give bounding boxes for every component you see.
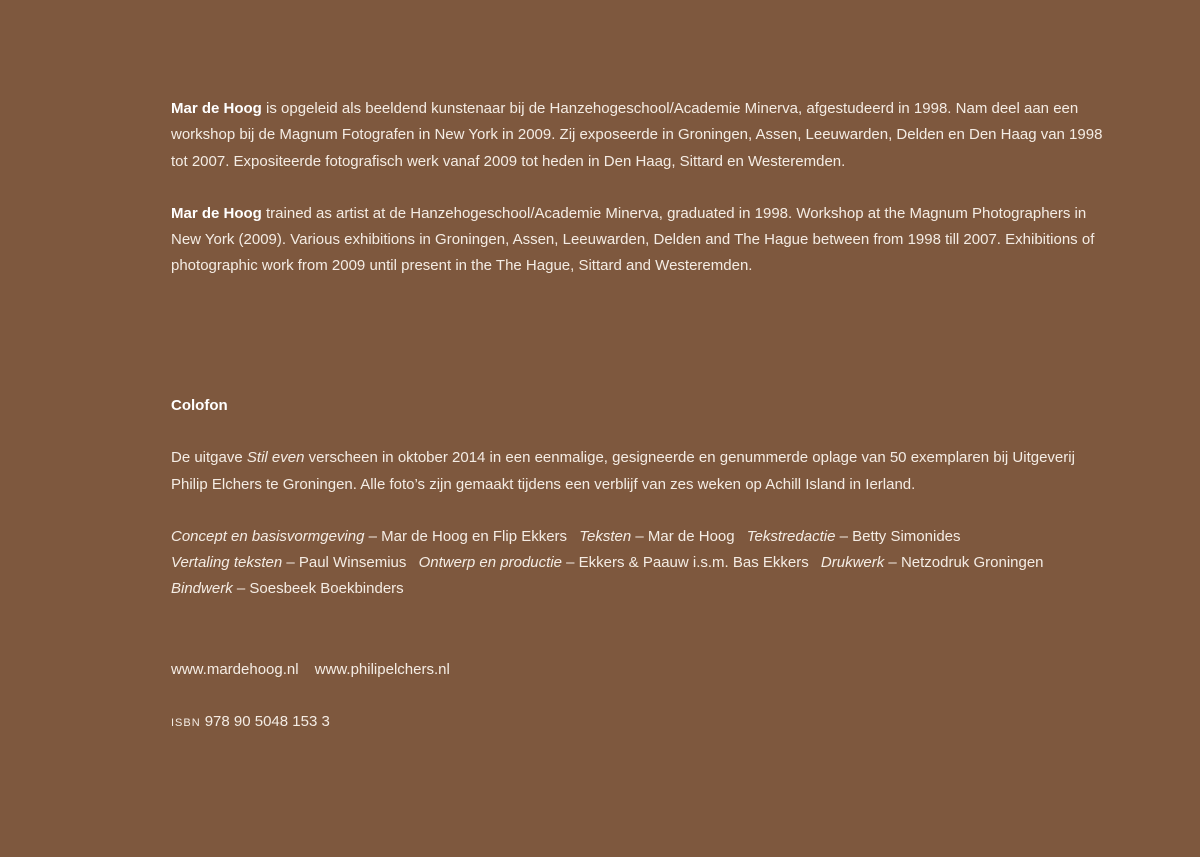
colofon-title: Colofon (171, 397, 228, 414)
credits-line-2 (171, 550, 1111, 576)
credit-value: – Paul Winsemius (282, 554, 407, 572)
colofon-section (171, 393, 1111, 603)
credit-role: Teksten (579, 527, 632, 545)
credits-line-1 (171, 524, 1111, 550)
credit-value: – Netzodruk Groningen (884, 554, 1044, 572)
colofon-intro-before: De uitgave (171, 449, 247, 467)
credit-value: – Mar de Hoog (631, 527, 735, 545)
artist-name-en: Mar de Hoog (171, 204, 262, 222)
credit-value: – Betty Simonides (835, 527, 961, 545)
credit-role: Drukwerk (820, 554, 885, 572)
credits (171, 524, 1111, 603)
bio-section (171, 96, 1111, 280)
bio-dutch-text: is opgeleid als beeldend kunstenaar bij de Hanzehogeschool/Academie Minerva, afgestudeerd in 1998. Nam deel aan een workshop bij de Magnum Fotografen in New York in 2009. Zij exposeerde in Groningen, Assen, Leeuwarden, Delden en Den Haag van 1998 tot 2007. Expositeerde fotografisch werk vanaf 2009 tot heden in Den Haag, Sittard en Westeremden. (171, 100, 1103, 170)
credit-value: – Ekkers & Paauw i.s.m. Bas Ekkers (562, 554, 809, 572)
credit-role: Bindwerk (171, 580, 233, 598)
bio-english (171, 201, 1111, 280)
bio-dutch (171, 96, 1111, 175)
website-link-mardehoog[interactable]: www.mardehoog.nl (171, 661, 299, 678)
colofon-intro-after: verscheen in oktober 2014 in een eenmalige, gesigneerde en genummerde oplage van 50 exemplaren bij Uitgeverij Philip Elchers te Groningen. Alle foto’s zijn gemaakt tijdens een verblijf van zes weken op Achill Island in Ierland. (171, 449, 1075, 493)
credit-role: Concept en basisvormgeving (171, 527, 365, 545)
credit-value: – Soesbeek Boekbinders (232, 580, 404, 598)
isbn-label: ISBN (171, 717, 201, 729)
colofon-intro (171, 445, 1111, 498)
website-link-philipelchers[interactable]: www.philipelchers.nl (314, 661, 450, 678)
credit-role: Tekstredactie (746, 527, 836, 545)
credit-role: Ontwerp en productie (418, 554, 562, 572)
credit-role: Vertaling teksten (171, 554, 283, 572)
isbn (171, 709, 330, 736)
isbn-number: 978 90 5048 153 3 (204, 713, 330, 730)
credits-line-3 (171, 576, 1111, 602)
artist-name-nl: Mar de Hoog (171, 100, 262, 117)
credit-value: – Mar de Hoog en Flip Ekkers (364, 527, 568, 545)
book-title: Stil even (246, 449, 305, 467)
bio-english-text: trained as artist at de Hanzehogeschool/Academie Minerva, graduated in 1998. Workshop at the Magnum Photographers in New York (2009). Various exhibitions in Groningen, Assen, Leeuwarden, Delden and The Hague between from 1998 till 2007. Exhibitions of photographic work from 2009 until present in the The Hague, Sittard and Westeremden. (171, 204, 1095, 275)
website-links (171, 657, 462, 683)
